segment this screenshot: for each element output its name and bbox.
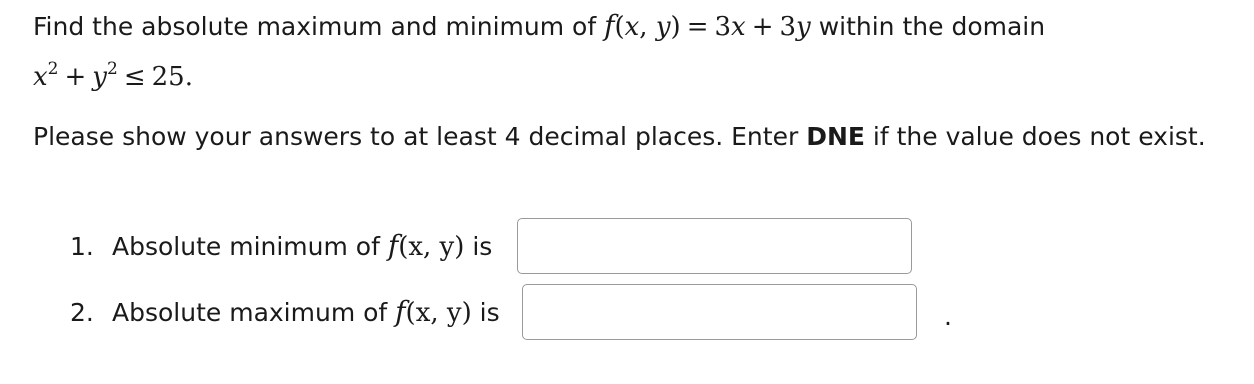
domain-plus-sign: + — [64, 62, 87, 92]
coefficient-y: 3 — [779, 12, 797, 42]
domain-bound-value: 25. — [151, 62, 193, 92]
within-domain-text: within the domain — [810, 12, 1046, 41]
domain-var-y: y — [92, 62, 107, 92]
question-item-minimum — [70, 229, 492, 264]
question-function-name: f — [387, 229, 399, 262]
question-function-args: (x, y) — [405, 298, 472, 328]
question-function-name: f — [395, 295, 406, 328]
coefficient-x: 3 — [714, 12, 732, 42]
function-close-paren: ) — [670, 12, 681, 42]
instructions-before: Please show your answers to at least 4 decimal places. Enter — [33, 122, 807, 151]
leq-sign: ≤ — [123, 62, 146, 92]
plus-sign: + — [751, 12, 774, 42]
question-number: 1. — [70, 232, 94, 261]
problem-statement-line-2 — [33, 52, 193, 94]
instructions-after: if the value does not exist. — [864, 122, 1206, 151]
question-number: 2. — [70, 298, 94, 327]
domain-var-x: x — [33, 62, 48, 92]
function-var-x: x — [624, 12, 640, 42]
equals-sign: = — [686, 12, 709, 42]
rhs-var-x: x — [731, 12, 746, 42]
question-function — [387, 229, 465, 262]
function-var-y: y — [655, 12, 671, 42]
question-suffix: is — [471, 298, 500, 327]
function-definition — [604, 9, 811, 42]
trailing-period: . — [944, 302, 952, 331]
problem-statement-line-1 — [33, 9, 1045, 44]
instructions-text — [33, 120, 1206, 154]
question-function — [395, 295, 472, 328]
function-open-paren: ( — [614, 12, 625, 42]
function-name: f — [604, 9, 615, 42]
absolute-maximum-answer-input[interactable] — [522, 284, 917, 340]
question-function-args: (x, y) — [398, 232, 465, 262]
question-prefix: Absolute minimum of — [112, 232, 388, 261]
rhs-var-y: y — [796, 12, 811, 42]
dne-keyword: DNE — [806, 122, 865, 151]
domain-exponent-x: 2 — [47, 59, 59, 79]
question-item-maximum — [70, 295, 500, 330]
domain-inequality — [33, 59, 193, 92]
function-comma: , — [639, 12, 656, 42]
domain-exponent-y: 2 — [107, 59, 118, 79]
absolute-minimum-answer-input[interactable] — [517, 218, 912, 274]
question-prefix: Absolute maximum of — [112, 298, 396, 327]
question-suffix: is — [464, 232, 493, 261]
problem-intro-text: Find the absolute maximum and minimum of — [33, 12, 605, 41]
